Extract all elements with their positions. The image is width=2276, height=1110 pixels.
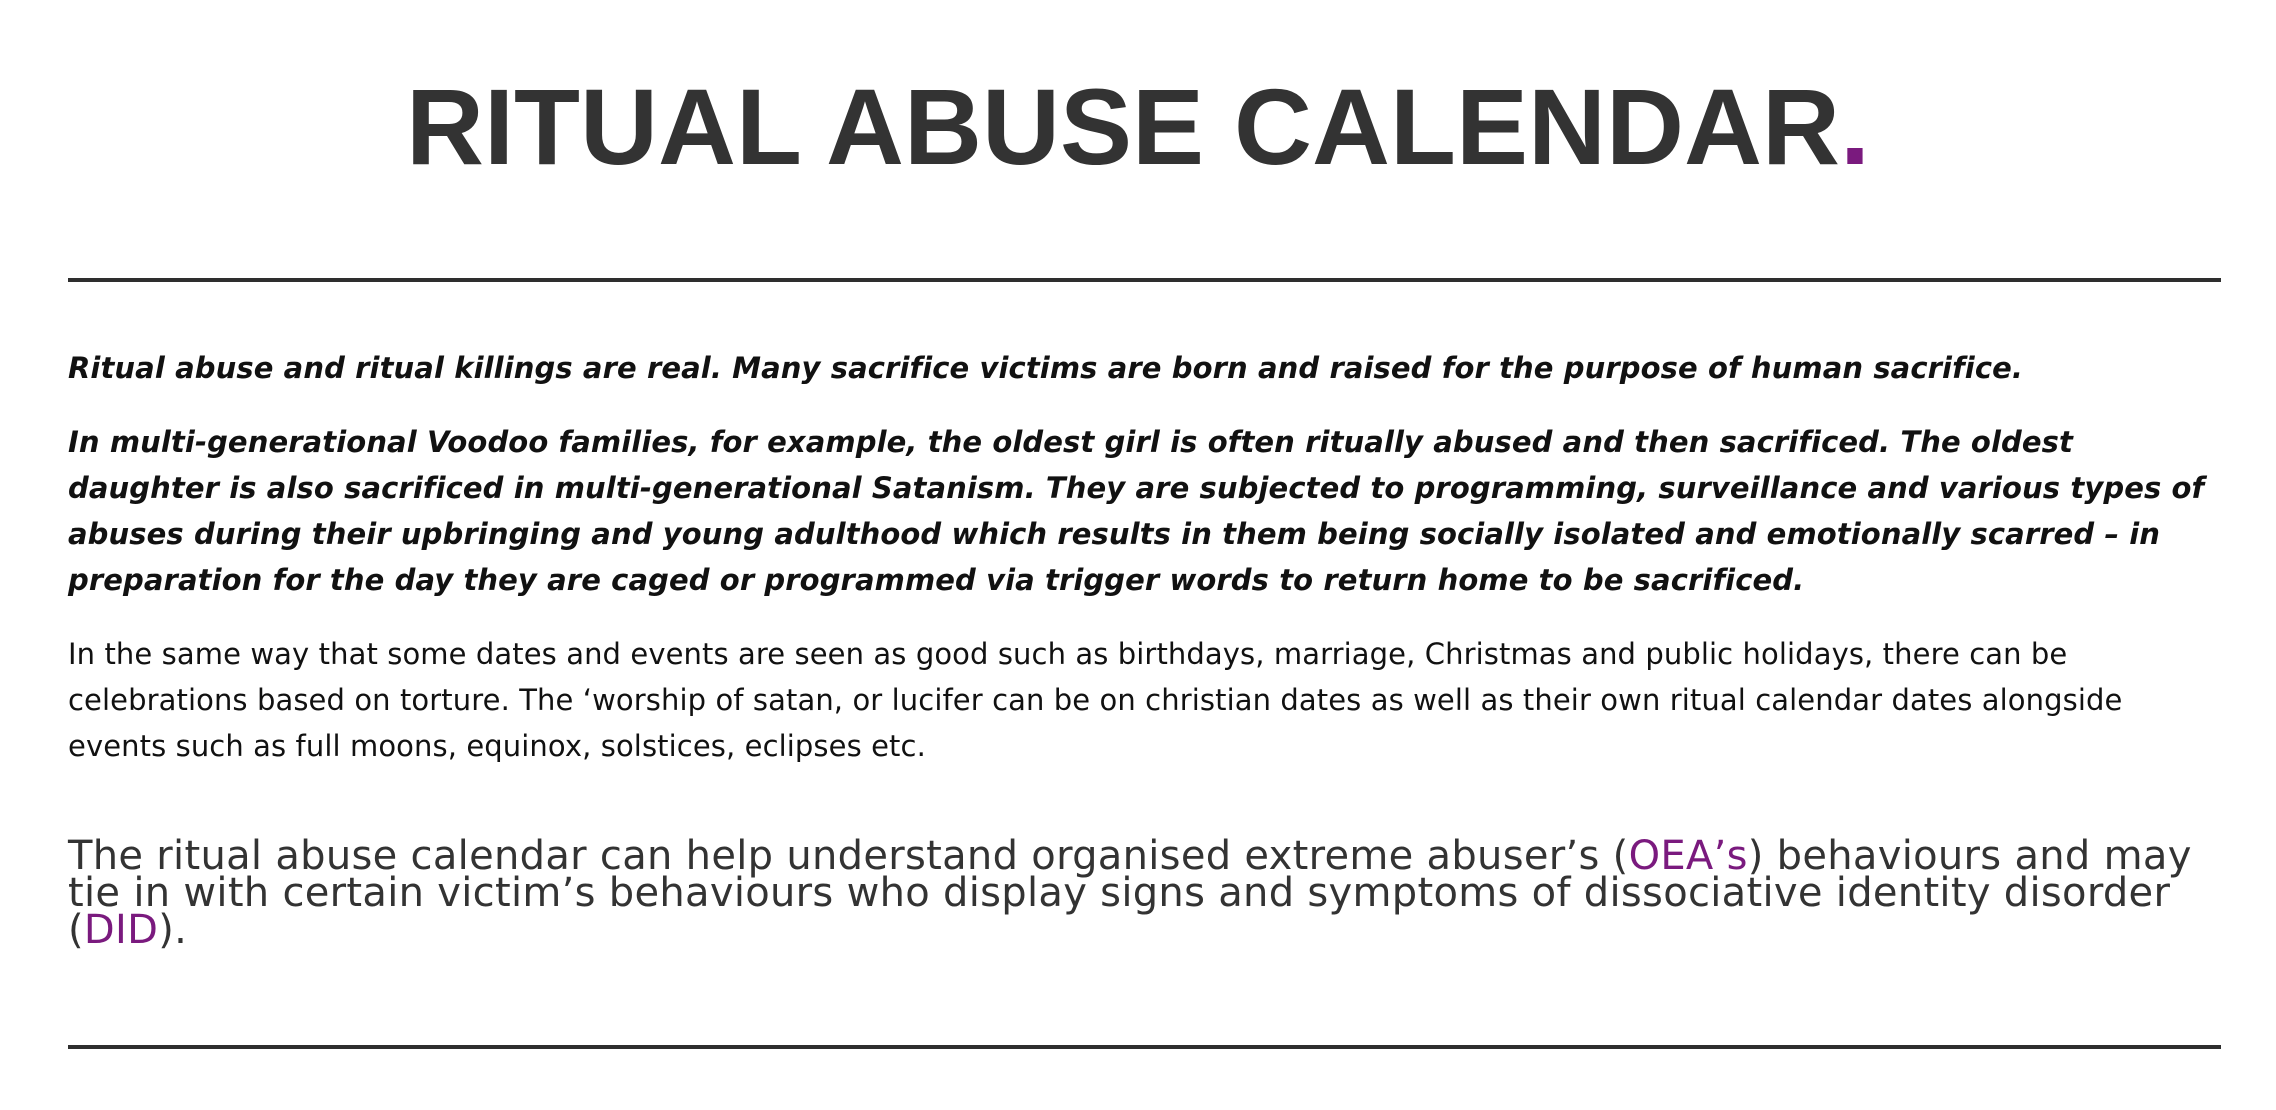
lead-text-2: ) behaviours and may tie in with certain victim’s behaviours who display signs and symptoms of dissociative identity disorder (: [68, 833, 2192, 953]
intro-paragraph-1: Ritual abuse and ritual killings are real. Many sacrifice victims are born and raised for the purpose of human sacrifice.: [68, 351, 2024, 385]
intro-paragraph-2: In multi-generational Voodoo families, for example, the oldest girl is often ritually abused and then sacrificed. The oldest daughter is also sacrificed in multi-generational Satanism. They are subjected to programming, surveillance and various types of abuses during their upbringing and young adulthood which results in them being socially isolated and emotionally scarred – in preparation for the day they are caged or programmed via trigger words to return home to be sacrificed.: [68, 425, 2205, 597]
intro-paragraph-3: In the same way that some dates and events are seen as good such as birthdays, marriage, Christmas and public holidays, there can be celebrations based on torture. The ‘worship of satan, or lucifer can be on christian dates as well as their own ritual calendar dates alongside events such as full moons, equinox, solstices, eclipses etc.: [68, 637, 2123, 763]
title-accent-dot: .: [1840, 66, 1871, 187]
top-divider: [68, 278, 2221, 282]
lead-statement: [68, 833, 2228, 953]
lead-text-3: ).: [158, 907, 188, 953]
bottom-divider: [68, 1045, 2221, 1049]
oea-acronym: OEA’s: [1628, 833, 1748, 879]
lead-text-1: The ritual abuse calendar can help understand organised extreme abuser’s (: [68, 833, 1629, 879]
page-title: [0, 62, 2276, 192]
intro-section: [68, 345, 2228, 797]
did-acronym: DID: [83, 907, 159, 953]
page-title-text: RITUAL ABUSE CALENDAR: [405, 66, 1840, 187]
